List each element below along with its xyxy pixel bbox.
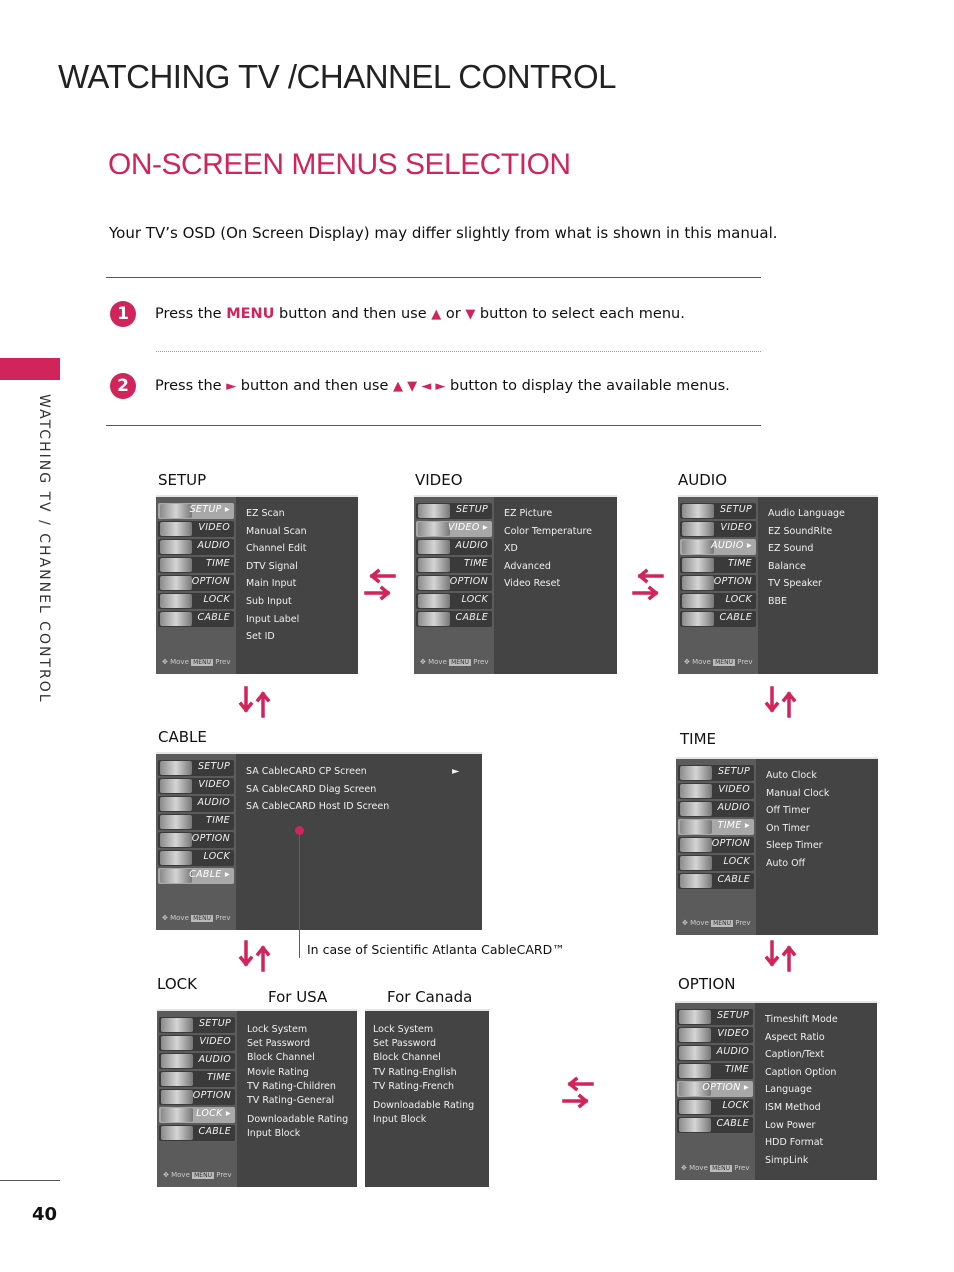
osd-item-label: VIDEO	[717, 1028, 749, 1039]
osd-item-video[interactable]	[678, 783, 754, 799]
osd-item-option[interactable]	[677, 1081, 753, 1097]
osd-menu-entry[interactable]: Manual Scan	[246, 525, 307, 537]
osd-item-label: LOCK	[723, 856, 750, 867]
osd-setup	[156, 495, 358, 674]
prev-label: Prev	[735, 919, 751, 927]
osd-menu-entry[interactable]: SA CableCARD CP Screen	[246, 766, 367, 777]
move-icon: ✥	[163, 1171, 169, 1179]
osd-item-label: AUDIO	[197, 540, 230, 551]
side-label: WATCHING TV / CHANNEL CONTROL	[36, 394, 52, 704]
time-icon	[679, 1064, 711, 1078]
cablecard-note: In case of Scientific Atlanta CableCARD™	[307, 942, 565, 957]
swap-horizontal-icon	[364, 568, 396, 602]
osd-item-setup[interactable]	[677, 1009, 753, 1025]
swap-horizontal-icon	[562, 1076, 594, 1110]
cable-icon	[418, 612, 450, 626]
osd-item-label: SETUP	[716, 1010, 749, 1021]
option-icon	[160, 833, 192, 847]
setup-icon	[682, 504, 714, 518]
menu-key-label: MENU	[226, 306, 275, 322]
osd-video	[414, 495, 617, 674]
for-usa-label: For USA	[268, 988, 328, 1006]
move-label: Move	[692, 658, 711, 666]
osd-menu-entry[interactable]: Audio Language	[768, 508, 845, 519]
osd-item-lock[interactable]	[416, 593, 492, 609]
time-icon	[418, 558, 450, 572]
osd-item-setup[interactable]	[680, 503, 756, 519]
step-1-text: Press the MENU button and then use ▲ or ▼ button to select each menu.	[155, 306, 685, 322]
move-label: Move	[170, 914, 189, 922]
osd-item-label: CABLE	[455, 612, 488, 623]
osd-item-label: OPTION	[449, 576, 488, 587]
osd-item-time[interactable]	[680, 557, 756, 573]
osd-item-label: LOCK ▸	[196, 1108, 231, 1119]
osd-item-label: TIME	[205, 558, 230, 569]
osd-menu-entry[interactable]: Off Timer	[766, 805, 811, 817]
osd-item-setup[interactable]	[159, 1017, 235, 1033]
step-1-badge: 1	[110, 301, 136, 327]
osd-item-label: CABLE ▸	[189, 869, 230, 880]
osd-item-label: TIME	[205, 815, 230, 826]
osd-item-label: OPTION	[191, 833, 230, 844]
video-icon	[160, 779, 192, 793]
osd-item-cable[interactable]	[677, 1117, 753, 1133]
swap-vertical-icon	[238, 686, 272, 718]
osd-menu-entry[interactable]: On Timer	[766, 822, 810, 834]
osd-item-label: CABLE	[719, 612, 752, 623]
osd-item-option[interactable]	[159, 1089, 235, 1105]
setup-icon	[160, 504, 192, 518]
osd-item-lock[interactable]	[678, 855, 754, 871]
for-canada-label: For Canada	[387, 988, 473, 1006]
move-icon: ✥	[162, 914, 168, 922]
osd-footer	[162, 658, 231, 666]
osd-footer	[420, 658, 489, 666]
swap-vertical-icon	[764, 940, 798, 972]
osd-footer	[684, 658, 753, 666]
osd-menu-entry[interactable]: Manual Clock	[766, 787, 830, 799]
prev-label: Prev	[734, 1164, 750, 1172]
osd-menu-entry[interactable]: Set Password	[247, 1038, 310, 1050]
osd-item-label: OPTION	[192, 1090, 231, 1101]
osd-item-time[interactable]	[159, 1071, 235, 1087]
osd-item-label: OPTION	[711, 838, 750, 849]
osd-menu-entry[interactable]: Downloadable Rating	[373, 1100, 475, 1111]
audio-icon	[160, 797, 192, 811]
lock-icon	[160, 594, 192, 608]
osd-item-setup[interactable]	[678, 765, 754, 781]
side-tab-marker	[0, 358, 60, 380]
osd-menu-entry[interactable]: Timeshift Mode	[765, 1014, 838, 1025]
osd-menu-entry[interactable]: Caption Option	[765, 1066, 837, 1078]
osd-footer	[163, 1171, 232, 1179]
cable-icon	[682, 612, 714, 626]
step-2-text: Press the ► button and then use ▲ ▼ ◄ ► button to display the available menus.	[155, 378, 730, 394]
osd-item-option[interactable]	[678, 837, 754, 853]
osd-item-time[interactable]	[416, 557, 492, 573]
move-label: Move	[690, 919, 709, 927]
osd-item-audio[interactable]	[680, 539, 756, 555]
audio-icon	[682, 540, 714, 554]
osd-item-video[interactable]	[677, 1027, 753, 1043]
osd-item-lock[interactable]	[677, 1099, 753, 1115]
move-icon: ✥	[684, 658, 690, 666]
osd-item-label: VIDEO ▸	[448, 522, 488, 533]
osd-item-time[interactable]	[677, 1063, 753, 1079]
prev-label: Prev	[737, 658, 753, 666]
osd-menu-entry[interactable]: Aspect Ratio	[765, 1031, 825, 1043]
audio-icon	[160, 540, 192, 554]
option-icon	[682, 576, 714, 590]
osd-item-lock[interactable]	[158, 850, 234, 866]
osd-item-lock[interactable]	[158, 593, 234, 609]
osd-menu-entry[interactable]: Set ID	[246, 631, 275, 643]
osd-category-sidebar	[157, 1011, 237, 1187]
osd-category-sidebar	[156, 754, 236, 930]
osd-menu-entry[interactable]: EZ Scan	[246, 508, 285, 519]
osd-item-label: TIME ▸	[717, 820, 750, 831]
osd-item-cable[interactable]	[416, 611, 492, 627]
osd-item-audio[interactable]	[159, 1053, 235, 1069]
osd-menu-entry[interactable]: Block Channel	[247, 1052, 315, 1064]
osd-item-label: AUDIO	[716, 1046, 749, 1057]
osd-item-cable[interactable]	[159, 1125, 235, 1141]
steps-top-rule	[106, 277, 761, 278]
cable-icon	[679, 1118, 711, 1132]
direction-arrows-icon: ▲ ▼ ◄ ►	[393, 379, 446, 394]
video-icon	[161, 1036, 193, 1050]
menu-button-icon: MENU	[451, 659, 469, 666]
osd-item-label: TIME	[727, 558, 752, 569]
osd-menu-entry[interactable]: Main Input	[246, 578, 297, 590]
video-icon	[418, 522, 450, 536]
osd-footer	[162, 914, 231, 922]
menu-button-icon: MENU	[193, 659, 211, 666]
osd-menu-entry[interactable]: SA CableCARD Diag Screen	[246, 783, 377, 795]
osd-menu-entry[interactable]: EZ Sound	[768, 543, 814, 555]
lock-label: LOCK	[157, 975, 197, 993]
osd-item-setup[interactable]	[158, 503, 234, 519]
osd-item-cable[interactable]	[158, 611, 234, 627]
step-2-badge: 2	[110, 373, 136, 399]
time-icon	[160, 815, 192, 829]
audio-icon	[418, 540, 450, 554]
osd-item-label: CABLE	[198, 1126, 231, 1137]
osd-menu-entry[interactable]: Input Block	[247, 1128, 301, 1140]
osd-menu-entry[interactable]: Language	[765, 1084, 812, 1096]
osd-item-label: SETUP	[197, 761, 230, 772]
section-title: ON-SCREEN MENUS SELECTION	[108, 148, 571, 181]
osd-menu-entry[interactable]: XD	[504, 543, 518, 555]
intro-text: Your TV’s OSD (On Screen Display) may differ slightly from what is shown in this manual.	[109, 224, 778, 242]
option-icon	[680, 838, 712, 852]
osd-item-option[interactable]	[158, 575, 234, 591]
osd-item-label: VIDEO	[720, 522, 752, 533]
cable-icon	[161, 1126, 193, 1140]
video-label: VIDEO	[415, 471, 463, 489]
prev-label: Prev	[216, 1171, 232, 1179]
osd-menu-entry[interactable]: Low Power	[765, 1119, 816, 1131]
osd-menu-entry[interactable]: Video Reset	[504, 578, 561, 590]
move-icon: ✥	[162, 658, 168, 666]
steps-divider	[156, 351, 761, 352]
move-label: Move	[171, 1171, 190, 1179]
osd-item-label: SETUP	[717, 766, 750, 777]
prev-label: Prev	[215, 658, 231, 666]
osd-item-label: VIDEO	[718, 784, 750, 795]
time-icon	[161, 1072, 193, 1086]
move-label: Move	[428, 658, 447, 666]
osd-item-time[interactable]	[678, 819, 754, 835]
down-arrow-icon: ▼	[465, 307, 476, 322]
right-arrow-icon: ►	[226, 379, 237, 394]
osd-item-cable[interactable]	[678, 873, 754, 889]
osd-menu-entry[interactable]: EZ Picture	[504, 508, 553, 519]
lock-icon	[680, 856, 712, 870]
video-icon	[679, 1028, 711, 1042]
swap-vertical-icon	[238, 940, 272, 972]
osd-item-video[interactable]	[158, 778, 234, 794]
osd-menu-entry[interactable]: TV Rating-Children	[247, 1080, 336, 1092]
osd-menu-entry[interactable]: Lock System	[247, 1024, 308, 1035]
osd-menu-entry[interactable]: DTV Signal	[246, 560, 298, 572]
swap-vertical-icon	[764, 686, 798, 718]
callout-line	[299, 830, 300, 958]
setup-label: SETUP	[158, 471, 207, 489]
osd-item-lock[interactable]	[159, 1107, 235, 1123]
osd-menu-entry[interactable]: Caption/Text	[765, 1049, 825, 1061]
footer-rule	[0, 1180, 60, 1181]
lock-icon	[160, 851, 192, 865]
menu-button-icon: MENU	[193, 915, 211, 922]
osd-category-sidebar	[156, 497, 236, 674]
setup-icon	[679, 1010, 711, 1024]
osd-menu-entry[interactable]: Downloadable Rating	[247, 1114, 349, 1126]
menu-button-icon: MENU	[712, 1165, 730, 1172]
menu-button-icon: MENU	[194, 1172, 212, 1179]
osd-item-video[interactable]	[680, 521, 756, 537]
osd-item-option[interactable]	[158, 832, 234, 848]
setup-icon	[418, 504, 450, 518]
swap-horizontal-icon	[632, 568, 664, 602]
cable-label: CABLE	[158, 728, 207, 746]
osd-item-label: VIDEO	[198, 522, 230, 533]
up-arrow-icon: ▲	[431, 307, 442, 322]
osd-item-label: AUDIO	[455, 540, 488, 551]
option-label: OPTION	[678, 975, 736, 993]
osd-item-lock[interactable]	[680, 593, 756, 609]
osd-menu-entry[interactable]: Movie Rating	[247, 1066, 309, 1078]
osd-menu-entry[interactable]: Channel Edit	[246, 543, 307, 555]
osd-category-sidebar	[678, 497, 758, 674]
osd-item-time[interactable]	[158, 557, 234, 573]
submenu-arrow-icon: ►	[452, 766, 460, 777]
osd-item-label: CABLE	[197, 612, 230, 623]
cable-icon	[680, 874, 712, 888]
osd-menu-entry[interactable]: BBE	[768, 596, 788, 607]
osd-menu-entry[interactable]: Input Label	[246, 613, 300, 625]
osd-item-label: AUDIO ▸	[711, 540, 752, 551]
cable-icon	[160, 612, 192, 626]
osd-menu-entry[interactable]: Block Channel	[373, 1052, 441, 1064]
osd-menu-entry[interactable]: Color Temperature	[504, 525, 593, 537]
setup-icon	[680, 766, 712, 780]
osd-item-time[interactable]	[158, 814, 234, 830]
osd-item-audio[interactable]	[158, 539, 234, 555]
osd-menu-entry[interactable]: TV Rating-General	[247, 1095, 335, 1106]
osd-menu-entry[interactable]: Auto Clock	[766, 770, 817, 781]
audio-icon	[679, 1046, 711, 1060]
osd-item-label: AUDIO	[198, 1054, 231, 1065]
osd-menu-entry[interactable]: TV Rating-English	[373, 1066, 457, 1078]
lock-icon	[161, 1108, 193, 1122]
osd-menu-entry[interactable]: SimpLink	[765, 1154, 809, 1166]
osd-menu-entry[interactable]: Balance	[768, 560, 806, 572]
osd-item-label: VIDEO	[198, 779, 230, 790]
osd-item-video[interactable]	[416, 521, 492, 537]
video-icon	[682, 522, 714, 536]
osd-item-label: OPTION ▸	[702, 1082, 749, 1093]
osd-item-label: SETUP	[198, 1018, 231, 1029]
setup-icon	[161, 1018, 193, 1032]
option-icon	[160, 576, 192, 590]
osd-item-audio[interactable]	[158, 796, 234, 812]
lock-icon	[679, 1100, 711, 1114]
lock-icon	[682, 594, 714, 608]
osd-item-cable[interactable]	[158, 868, 234, 884]
osd-menu-entry[interactable]: SA CableCARD Host ID Screen	[246, 801, 390, 813]
audio-icon	[161, 1054, 193, 1068]
osd-item-label: LOCK	[203, 594, 230, 605]
osd-menu-entry[interactable]: Lock System	[373, 1024, 434, 1035]
osd-lock-canada	[365, 1009, 489, 1187]
osd-item-label: LOCK	[725, 594, 752, 605]
time-icon	[160, 558, 192, 572]
time-icon	[682, 558, 714, 572]
osd-item-label: OPTION	[713, 576, 752, 587]
osd-menu-entry[interactable]: HDD Format	[765, 1137, 824, 1149]
osd-menu-entry[interactable]: TV Speaker	[768, 578, 822, 590]
osd-item-label: LOCK	[461, 594, 488, 605]
prev-label: Prev	[215, 914, 231, 922]
osd-item-setup[interactable]	[416, 503, 492, 519]
osd-menu-entry[interactable]: Advanced	[504, 560, 551, 572]
page-title: WATCHING TV /CHANNEL CONTROL	[58, 58, 617, 95]
move-icon: ✥	[681, 1164, 687, 1172]
osd-menu-entry[interactable]: Auto Off	[766, 858, 806, 869]
osd-item-label: LOCK	[722, 1100, 749, 1111]
move-icon: ✥	[682, 919, 688, 927]
osd-item-cable[interactable]	[680, 611, 756, 627]
osd-lock-usa	[157, 1009, 357, 1187]
osd-item-option[interactable]	[680, 575, 756, 591]
osd-menu-entry[interactable]: Input Block	[373, 1114, 427, 1126]
osd-cable	[156, 752, 482, 930]
menu-button-icon: MENU	[713, 920, 731, 927]
osd-menu-entry[interactable]: Sub Input	[246, 596, 292, 607]
osd-menu-entry[interactable]: ISM Method	[765, 1102, 821, 1113]
osd-item-label: SETUP ▸	[189, 504, 230, 515]
callout-dot	[295, 826, 304, 835]
osd-footer	[681, 1164, 750, 1172]
osd-item-label: AUDIO	[717, 802, 750, 813]
audio-icon	[680, 802, 712, 816]
cable-icon	[160, 869, 192, 883]
osd-item-label: CABLE	[716, 1118, 749, 1129]
osd-item-label: AUDIO	[197, 797, 230, 808]
time-label: TIME	[680, 730, 717, 748]
osd-item-label: TIME	[463, 558, 488, 569]
move-icon: ✥	[420, 658, 426, 666]
lock-icon	[418, 594, 450, 608]
osd-category-sidebar	[414, 497, 494, 674]
option-icon	[161, 1090, 193, 1104]
osd-menu-entry[interactable]: Set Password	[373, 1038, 436, 1050]
audio-label: AUDIO	[678, 471, 728, 489]
osd-menu-entry[interactable]: TV Rating-French	[373, 1080, 454, 1092]
video-icon	[160, 522, 192, 536]
osd-item-label: SETUP	[719, 504, 752, 515]
osd-item-audio[interactable]	[677, 1045, 753, 1061]
osd-item-label: TIME	[724, 1064, 749, 1075]
osd-audio	[678, 495, 878, 674]
video-icon	[680, 784, 712, 798]
osd-menu-entry[interactable]: Sleep Timer	[766, 840, 823, 852]
page-number: 40	[32, 1204, 58, 1225]
osd-item-label: VIDEO	[199, 1036, 231, 1047]
osd-item-label: CABLE	[717, 874, 750, 885]
osd-option	[675, 1001, 877, 1180]
setup-icon	[160, 761, 192, 775]
menu-button-icon: MENU	[715, 659, 733, 666]
osd-footer	[682, 919, 751, 927]
osd-item-label: OPTION	[191, 576, 230, 587]
osd-item-audio[interactable]	[416, 539, 492, 555]
osd-item-video[interactable]	[159, 1035, 235, 1051]
osd-item-label: SETUP	[455, 504, 488, 515]
osd-item-option[interactable]	[416, 575, 492, 591]
osd-item-label: LOCK	[203, 851, 230, 862]
option-icon	[418, 576, 450, 590]
time-icon	[680, 820, 712, 834]
prev-label: Prev	[473, 658, 489, 666]
osd-category-sidebar	[675, 1003, 755, 1180]
osd-item-setup[interactable]	[158, 760, 234, 776]
steps-bottom-rule	[106, 425, 761, 426]
osd-item-audio[interactable]	[678, 801, 754, 817]
osd-item-label: TIME	[206, 1072, 231, 1083]
move-label: Move	[170, 658, 189, 666]
osd-category-sidebar	[676, 759, 756, 935]
osd-time	[676, 757, 878, 935]
osd-menu-entry[interactable]: EZ SoundRite	[768, 525, 833, 537]
osd-item-video[interactable]	[158, 521, 234, 537]
move-label: Move	[689, 1164, 708, 1172]
